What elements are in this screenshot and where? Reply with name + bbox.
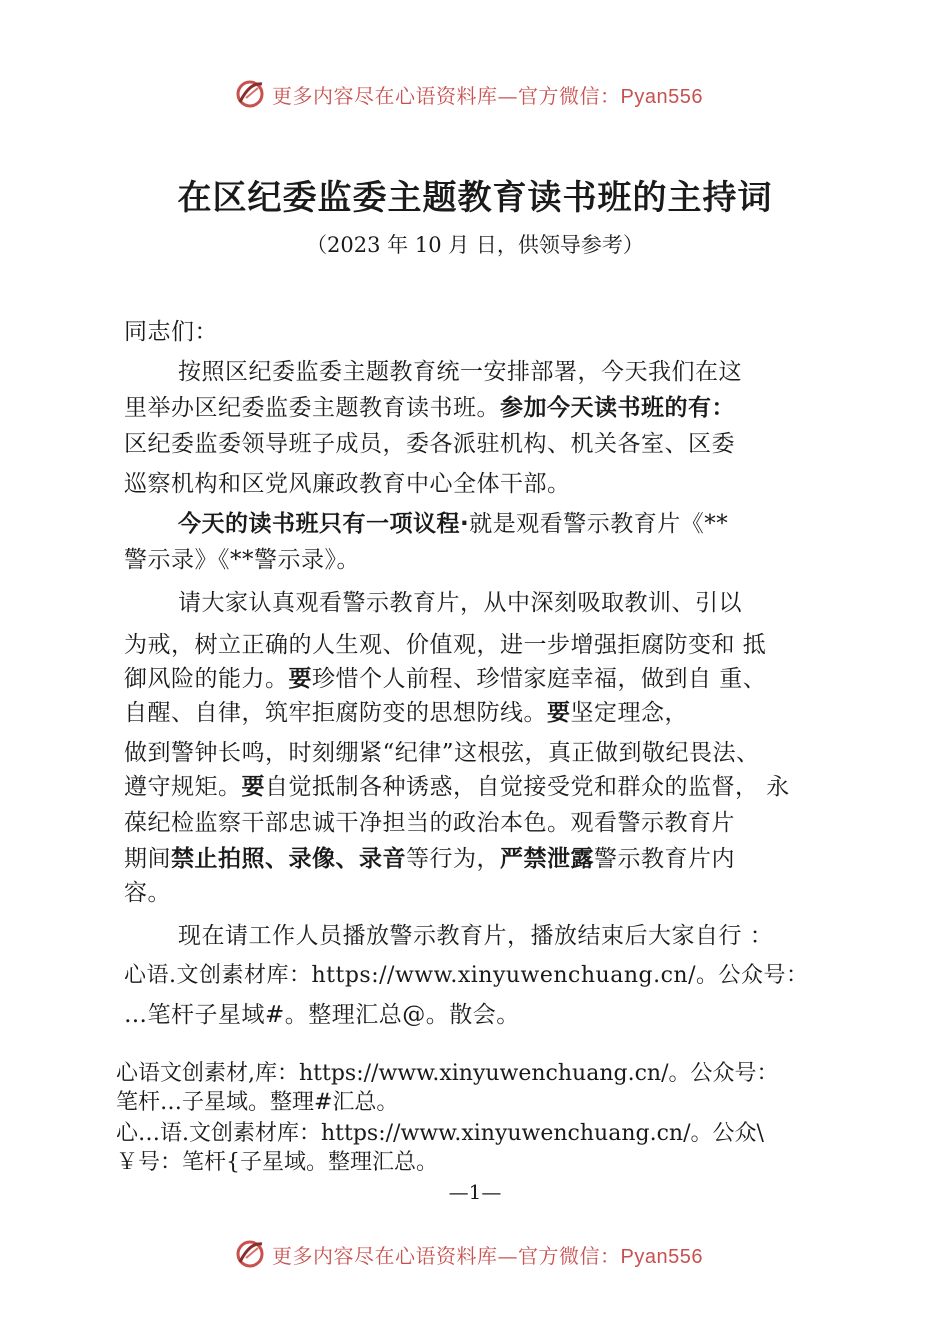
banner-text: 更多内容尽在心语资料库—官方微信：Pyan556 <box>272 83 703 108</box>
para3-line3: 御风险的能力。要珍惜个人前程、珍惜家庭幸福，做到自 重、 <box>124 666 767 692</box>
para3-line6: 遵守规矩。要自觉抵制各种诱惑，自觉接受党和群众的监督， 永 <box>124 774 790 800</box>
para1-line2: 里举办区纪委监委主题教育读书班。参加今天读书班的有： <box>124 395 735 421</box>
para3-line2: 为戒，树立正确的人生观、价值观，进一步增强拒腐防变和 抵 <box>124 632 767 658</box>
banner-wechat-handle: Pyan556 <box>620 1245 703 1268</box>
salutation: 同志们： <box>124 319 218 345</box>
document-title: 在区纪委监委主题教育读书班的主持词 <box>177 178 773 218</box>
para3-line9: 容。 <box>124 880 171 906</box>
footer-watermark-banner <box>232 1234 752 1274</box>
brand-logo-icon <box>232 76 268 112</box>
footer-line3: 心…语.文创素材库：https://www.xinyuwenchuang.cn/。公众\ <box>116 1121 764 1146</box>
banner-text: 更多内容尽在心语资料库—官方微信：Pyan556 <box>272 1243 703 1268</box>
footer-line2: 笔杆…子星域。整理#汇总。 <box>116 1090 399 1115</box>
footer-line4: ￥号：笔杆{子星域。整理汇总。 <box>116 1150 438 1175</box>
para1-line4: 巡察机构和区党风廉政教育中心全体干部。 <box>124 471 571 497</box>
para3-line7: 葆纪检监察干部忠诚干净担当的政治本色。观看警示教育片 <box>124 810 735 836</box>
para3-line1: 请大家认真观看警示教育片，从中深刻吸取教训、引以 <box>178 590 742 616</box>
document-subtitle: （2023 年 10 月 日，供领导参考） <box>306 233 644 257</box>
para4-line3: …笔杆子星域#。整理汇总@。散会。 <box>124 1002 520 1028</box>
para2-line2: 警示录》《**警示录》。 <box>124 547 360 573</box>
header-watermark-banner <box>232 74 752 114</box>
page-number: —1— <box>448 1180 502 1204</box>
para2-bold-text: 今天的读书班只有一项议程· <box>178 511 470 537</box>
footer-line1: 心语文创素材,库：https://www.xinyuwenchuang.cn/。公众号： <box>116 1061 779 1086</box>
brand-logo-icon <box>232 1236 268 1272</box>
para2-line1: 今天的读书班只有一项议程·就是观看警示教育片《** <box>178 511 729 537</box>
para3-line5: 做到警钟长鸣，时刻绷紧“纪律”这根弦，真正做到敬纪畏法、 <box>124 740 760 766</box>
para4-line2: 心语.文创素材库：https://www.xinyuwenchuang.cn/。公众号： <box>124 963 809 988</box>
para1-line3: 区纪委监委领导班子成员，委各派驻机构、机关各室、区委 <box>124 431 735 457</box>
banner-wechat-handle: Pyan556 <box>620 85 703 108</box>
para1-bold-text: 参加今天读书班的有： <box>500 395 735 421</box>
para1-line1: 按照区纪委监委主题教育统一安排部署，今天我们在这 <box>178 359 742 385</box>
para3-line4: 自醒、自律，筑牢拒腐防变的思想防线。要坚定理念， <box>124 700 688 726</box>
para4-line1: 现在请工作人员播放警示教育片，播放结束后大家自行 ： <box>178 923 774 949</box>
para3-line8: 期间禁止拍照、录像、录音等行为，严禁泄露警示教育片内 <box>124 846 735 872</box>
